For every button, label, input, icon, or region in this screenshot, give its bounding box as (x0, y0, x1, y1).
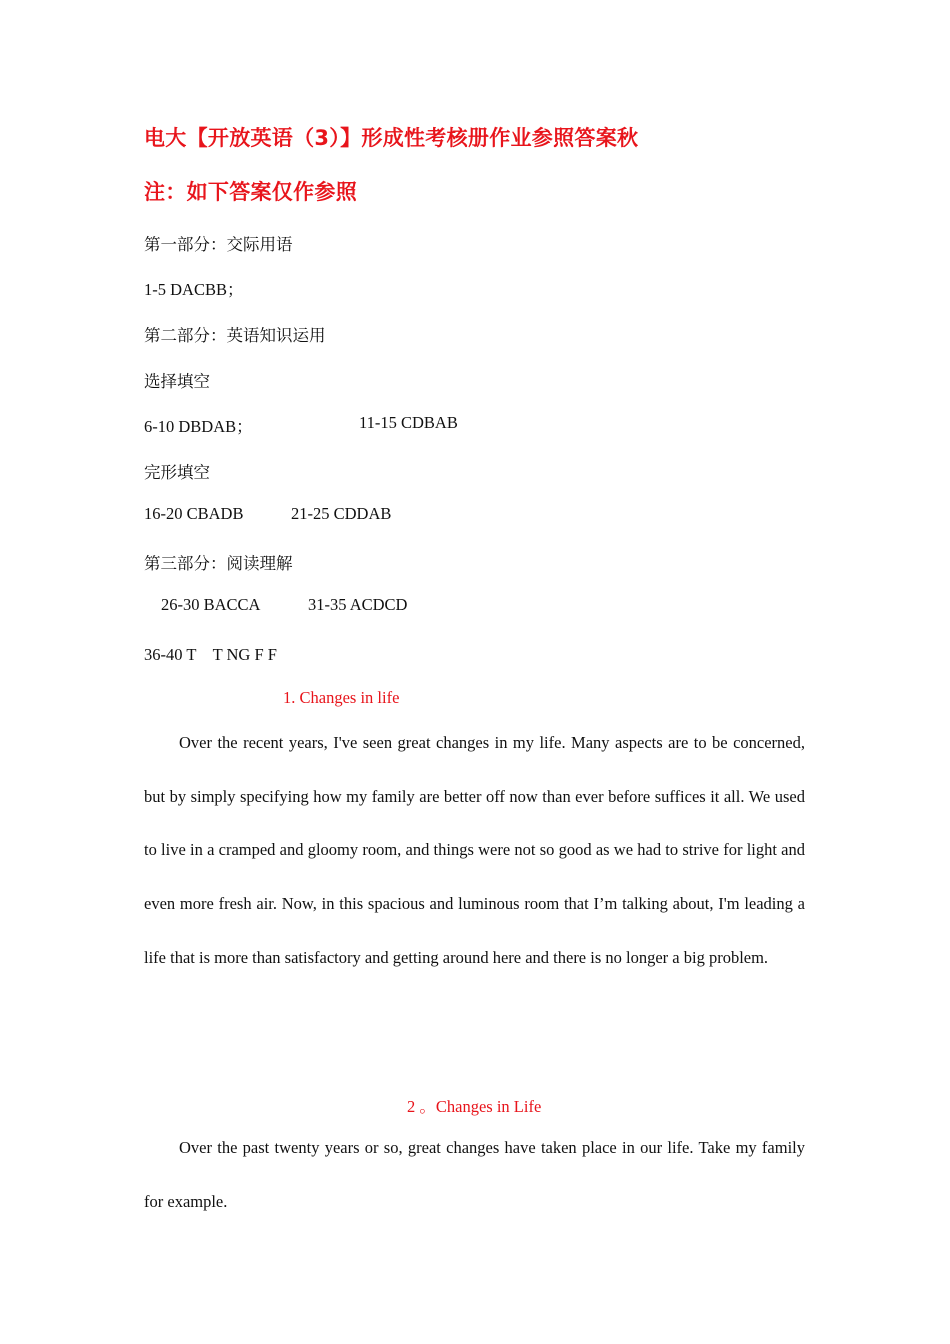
answers-6-10: 6-10 DBDAB； (144, 417, 253, 436)
part2-heading: 第二部分：英语知识运用 (144, 326, 326, 345)
answers-36-40: 36-40 T T NG F F (144, 645, 277, 664)
answers-11-15: 11-15 CDBAB (359, 413, 458, 432)
fill-in-heading: 选择填空 (144, 372, 210, 391)
essay2-paragraph: Over the past twenty years or so, great changes have taken place in our life. Take my family for example. (144, 1138, 805, 1211)
document-title: 电大【开放英语（3）】形成性考核册作业参照答案秋 (144, 126, 639, 150)
answers-21-25: 21-25 CDDAB (291, 504, 392, 523)
essay1-title: 1. Changes in life (283, 688, 400, 707)
part3-heading: 第三部分：阅读理解 (144, 554, 293, 573)
document-note: 注：如下答案仅作参照 (144, 180, 357, 204)
essay2-title: 2 。Changes in Life (407, 1097, 542, 1116)
part1-heading: 第一部分：交际用语 (144, 235, 293, 254)
answers-16-20: 16-20 CBADB (144, 504, 244, 523)
essay1-paragraph: Over the recent years, I've seen great changes in my life. Many aspects are to be concerned, but by simply specifying how my family are better off now than ever before suffices it all. We used to live in a cramped and gloomy room, and things were not so good as we had to strive for light and even more fresh air. Now, in this spacious and luminous room that I’m talking about, I'm leading a life that is more than satisfactory and getting around here and there is no longer a big problem. (144, 733, 805, 967)
answers-31-35: 31-35 ACDCD (308, 595, 408, 614)
answers-1-5: 1-5 DACBB； (144, 280, 244, 299)
cloze-heading: 完形填空 (144, 463, 210, 482)
answers-26-30: 26-30 BACCA (161, 595, 261, 614)
